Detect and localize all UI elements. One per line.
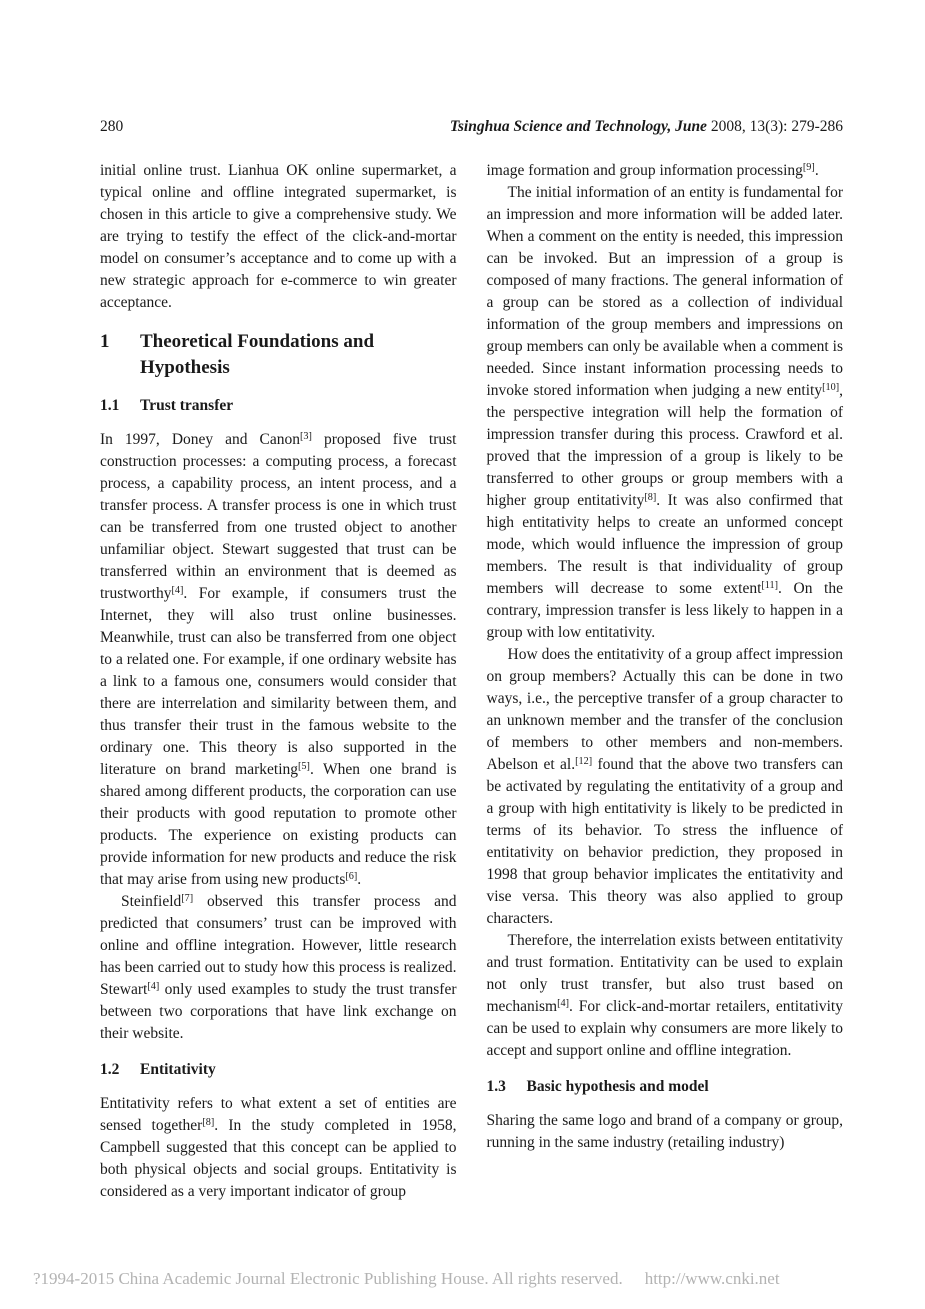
paragraph-intro-continued: initial online trust. Lianhua OK online supermarket, a typical online and offline integrated supermarket, is chosen in this article to give a comprehensive study. We are trying to testify the effect of the click-and-mortar model on consumer’s acceptance and to come up with a new strategic approach for e-commerce to win greater acceptance. [100, 162, 457, 311]
section-title: Theoretical Foundations and Hypothesis [140, 331, 375, 378]
journal-citation [450, 118, 843, 136]
right-column [487, 160, 844, 1203]
subsection-number: 1.2 [100, 1061, 120, 1078]
page-number: 280 [100, 118, 124, 135]
paragraph-interrelation: Therefore, the interrelation exists between entitativity and trust formation. Entitativity can be used to explain not only trust transfer, but also trust based on mechanism[4]. For click-and-mortar retailers, entitativity can be used to explain why consumers are more likely to accept and support online and offline integration. [486, 932, 843, 1059]
section-heading-1 [100, 329, 457, 381]
footer-url: http://www.cnki.net [644, 1269, 780, 1288]
paragraph-impression: The initial information of an entity is fundamental for an impression and more information will be added later. When a comment on the entity is needed, this impression can be invoked. But an impression of a group is composed of many fractions. The general information of a group can be stored as a collection of individual information of the group members and impressions on group members can only be available when a comment is needed. Since instant information processing needs to invoke stored information when judging a new entity[10], the perspective integration will help the formation of impression transfer during this process. Crawford et al. proved that the impression of a group is likely to be transferred to other groups or group members with a higher group entitativity[8]. It was also confirmed that high entitativity helps to create an unformed concept mode, which would influence the impression of group members. The result is that individuality of group members will decrease to some extent[11]. On the contrary, impression transfer is less likely to happen in a group with low entitativity. [486, 184, 843, 641]
journal-title: Tsinghua Science and Technology, June [449, 118, 707, 135]
section-number: 1 [100, 331, 110, 352]
subsection-title: Entitativity [140, 1061, 216, 1078]
journal-issue-info: 2008, 13(3): 279-286 [706, 118, 843, 135]
two-column-body [100, 160, 843, 1203]
subsection-number: 1.3 [486, 1078, 506, 1095]
page-header [100, 118, 843, 136]
paragraph-two-ways: How does the entitativity of a group affect impression on group members? Actually this can be done in two ways, i.e., the perceptive transfer of a group character to an unknown member and the transfer of the conclusion of members to other members and non-members. Abelson et al.[12] found that the above two transfers can be activated by regulating the entitativity of a group and a group with high entitativity is likely to be predicted in terms of its behavior. To stress the influence of entitativity on behavior prediction, they proposed in 1998 that group behavior implicates the entitativity and vise versa. This theory was also applied to group characters. [486, 646, 843, 927]
subsection-heading-1-2 [100, 1059, 457, 1080]
left-column [100, 160, 457, 1203]
paragraph-entitativity-continued: image formation and group information processing[9]. [486, 162, 819, 179]
paragraph-trust-transfer-1: In 1997, Doney and Canon[3] proposed five trust construction processes: a computing process, a forecast process, a capability process, an intent process, and a transfer process. A transfer process is one in which trust can be transferred from one trusted object to another unfamiliar object. Stewart suggested that trust can be transferred within an environment that is deemed as trustworthy[4]. For example, if consumers trust the Internet, they will also trust online businesses. Meanwhile, trust can also be transferred from one object to a related one. For example, if one ordinary website has a link to a famous one, consumers would consider that there are interrelation and similarity between them, and thus transfer their trust in the famous website to the ordinary one. This theory is also supported in the literature on brand marketing[5]. When one brand is shared among different products, the corporation can use their products with good reputation to promote other products. The experience on existing products can provide information for new products and reduce the risk that may arise from using new products[6]. [100, 431, 457, 888]
subsection-title: Basic hypothesis and model [526, 1078, 709, 1095]
subsection-title: Trust transfer [140, 397, 234, 414]
paragraph-hypothesis-1: Sharing the same logo and brand of a company or group, running in the same industry (retailing industry) [486, 1112, 843, 1151]
paragraph-entitativity-1: Entitativity refers to what extent a set of entities are sensed together[8]. In the study completed in 1958, Campbell suggested that this concept can be applied to both physical objects and social groups. Entitativity is considered as a very important indicator of group [100, 1095, 457, 1200]
subsection-heading-1-1 [100, 395, 457, 416]
page-footer [33, 1269, 780, 1289]
paragraph-trust-transfer-2: Steinfield[7] observed this transfer process and predicted that consumers’ trust can be improved with online and offline integration. However, little research has been carried out to study how this process is realized. Stewart[4] only used examples to study the trust transfer between two corporations that have link exchange on their website. [100, 893, 457, 1042]
copyright-text: ?1994-2015 China Academic Journal Electronic Publishing House. All rights reserved. [33, 1269, 623, 1288]
subsection-number: 1.1 [100, 397, 120, 414]
subsection-heading-1-3 [487, 1076, 844, 1097]
